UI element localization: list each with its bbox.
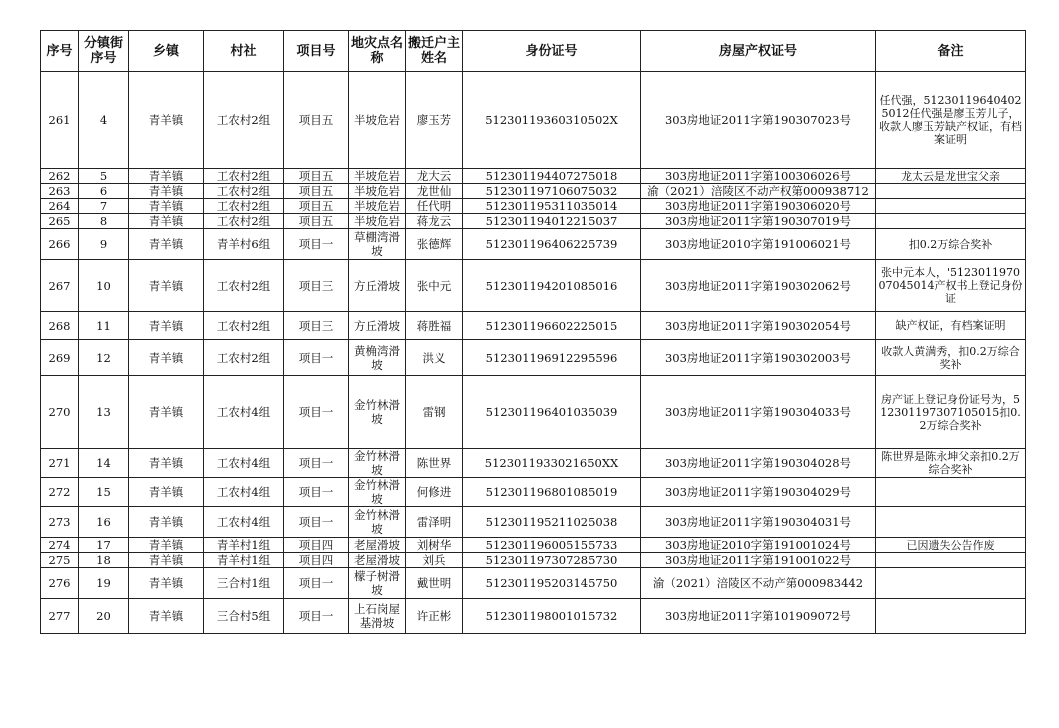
cell-seq: 274 (41, 538, 79, 553)
cell-seq: 265 (41, 214, 79, 229)
cell-owner: 雷泽明 (406, 507, 463, 538)
cell-id: 512301194407275018 (463, 169, 641, 184)
cell-village: 工农村2组 (204, 312, 284, 340)
cell-project: 项目三 (284, 312, 349, 340)
cell-town: 青羊镇 (129, 507, 204, 538)
cell-project: 项目一 (284, 340, 349, 376)
cell-project: 项目四 (284, 553, 349, 568)
cell-town: 青羊镇 (129, 184, 204, 199)
header-note: 备注 (876, 31, 1026, 72)
cell-note: 龙太云是龙世宝父亲 (876, 169, 1026, 184)
cell-site: 半坡危岩 (349, 184, 406, 199)
cell-project: 项目五 (284, 214, 349, 229)
cell-note (876, 507, 1026, 538)
cell-id: 512301195211025038 (463, 507, 641, 538)
cell-sub-seq: 19 (79, 568, 129, 599)
cell-village: 工农村4组 (204, 449, 284, 478)
cell-sub-seq: 4 (79, 72, 129, 169)
header-cert: 房屋产权证号 (641, 31, 876, 72)
cell-town: 青羊镇 (129, 478, 204, 507)
cell-owner: 龙大云 (406, 169, 463, 184)
cell-seq: 264 (41, 199, 79, 214)
cell-seq: 270 (41, 376, 79, 449)
cell-id: 51230119360310502X (463, 72, 641, 169)
cell-town: 青羊镇 (129, 553, 204, 568)
cell-id: 5123011933021650XX (463, 449, 641, 478)
cell-cert: 303房地证2011字第190304031号 (641, 507, 876, 538)
cell-site: 老屋滑坡 (349, 553, 406, 568)
cell-sub-seq: 11 (79, 312, 129, 340)
cell-cert: 303房地证2011字第190304033号 (641, 376, 876, 449)
table-row (41, 169, 1026, 184)
cell-note: 收款人黄满秀，扣0.2万综合奖补 (876, 340, 1026, 376)
table-row (41, 340, 1026, 376)
cell-site: 黄桷湾滑坡 (349, 340, 406, 376)
cell-owner: 龙世仙 (406, 184, 463, 199)
cell-town: 青羊镇 (129, 229, 204, 260)
cell-cert: 303房地证2011字第190307023号 (641, 72, 876, 169)
cell-sub-seq: 20 (79, 599, 129, 634)
cell-id: 512301196912295596 (463, 340, 641, 376)
cell-project: 项目五 (284, 184, 349, 199)
cell-note: 任代强，512301196404025012任代强是廖玉芳儿子，收款人廖玉芳缺产权证，有档案证明 (876, 72, 1026, 169)
cell-town: 青羊镇 (129, 214, 204, 229)
cell-project: 项目一 (284, 229, 349, 260)
cell-owner: 洪义 (406, 340, 463, 376)
cell-sub-seq: 13 (79, 376, 129, 449)
cell-id: 512301196602225015 (463, 312, 641, 340)
header-site: 地灾点名称 (349, 31, 406, 72)
header-seq: 序号 (41, 31, 79, 72)
cell-note (876, 184, 1026, 199)
cell-note: 扣0.2万综合奖补 (876, 229, 1026, 260)
cell-id: 512301195203145750 (463, 568, 641, 599)
cell-seq: 266 (41, 229, 79, 260)
cell-village: 工农村4组 (204, 376, 284, 449)
cell-note (876, 599, 1026, 634)
relocation-table (40, 30, 1026, 634)
cell-owner: 何修进 (406, 478, 463, 507)
table-row (41, 199, 1026, 214)
cell-cert: 渝（2021）涪陵区不动产权第000938712 (641, 184, 876, 199)
cell-sub-seq: 17 (79, 538, 129, 553)
cell-cert: 303房地证2011字第190304029号 (641, 478, 876, 507)
cell-town: 青羊镇 (129, 72, 204, 169)
cell-site: 半坡危岩 (349, 199, 406, 214)
cell-site: 金竹林滑坡 (349, 376, 406, 449)
header-owner: 搬迁户主姓名 (406, 31, 463, 72)
cell-seq: 263 (41, 184, 79, 199)
table-row (41, 507, 1026, 538)
cell-note (876, 214, 1026, 229)
cell-id: 512301196801085019 (463, 478, 641, 507)
cell-village: 青羊村6组 (204, 229, 284, 260)
cell-village: 三合村5组 (204, 599, 284, 634)
table-row (41, 449, 1026, 478)
cell-id: 512301194201085016 (463, 260, 641, 312)
table-row (41, 538, 1026, 553)
cell-cert: 303房地证2011字第190302062号 (641, 260, 876, 312)
cell-village: 工农村2组 (204, 340, 284, 376)
table-row (41, 568, 1026, 599)
table-row (41, 214, 1026, 229)
cell-sub-seq: 5 (79, 169, 129, 184)
cell-site: 檬子树滑坡 (349, 568, 406, 599)
header-town: 乡镇 (129, 31, 204, 72)
header-project: 项目号 (284, 31, 349, 72)
cell-seq: 277 (41, 599, 79, 634)
cell-sub-seq: 7 (79, 199, 129, 214)
cell-site: 半坡危岩 (349, 214, 406, 229)
table-row (41, 553, 1026, 568)
cell-project: 项目五 (284, 72, 349, 169)
cell-village: 工农村4组 (204, 507, 284, 538)
cell-cert: 303房地证2011字第190307019号 (641, 214, 876, 229)
cell-sub-seq: 8 (79, 214, 129, 229)
cell-owner: 雷钢 (406, 376, 463, 449)
cell-project: 项目一 (284, 599, 349, 634)
cell-id: 512301196005155733 (463, 538, 641, 553)
cell-town: 青羊镇 (129, 376, 204, 449)
cell-sub-seq: 6 (79, 184, 129, 199)
cell-cert: 303房地证2011字第191001022号 (641, 553, 876, 568)
cell-id: 512301197106075032 (463, 184, 641, 199)
record-sheet (40, 30, 1025, 634)
cell-village: 工农村2组 (204, 199, 284, 214)
cell-site: 半坡危岩 (349, 169, 406, 184)
cell-seq: 268 (41, 312, 79, 340)
cell-town: 青羊镇 (129, 169, 204, 184)
cell-village: 工农村2组 (204, 184, 284, 199)
cell-village: 三合村1组 (204, 568, 284, 599)
cell-project: 项目五 (284, 199, 349, 214)
cell-project: 项目一 (284, 568, 349, 599)
cell-town: 青羊镇 (129, 449, 204, 478)
cell-note: 房产证上登记身份证号为，512301197307105015扣0.2万综合奖补 (876, 376, 1026, 449)
header-id: 身份证号 (463, 31, 641, 72)
cell-village: 工农村4组 (204, 478, 284, 507)
cell-village: 工农村2组 (204, 169, 284, 184)
table-row (41, 599, 1026, 634)
cell-cert: 303房地证2011字第190304028号 (641, 449, 876, 478)
cell-owner: 张德辉 (406, 229, 463, 260)
cell-village: 工农村2组 (204, 72, 284, 169)
cell-town: 青羊镇 (129, 260, 204, 312)
cell-sub-seq: 15 (79, 478, 129, 507)
cell-project: 项目一 (284, 449, 349, 478)
cell-project: 项目一 (284, 376, 349, 449)
cell-cert: 渝（2021）涪陵区不动产第000983442 (641, 568, 876, 599)
cell-note (876, 553, 1026, 568)
cell-cert: 303房地证2011字第190302003号 (641, 340, 876, 376)
cell-seq: 261 (41, 72, 79, 169)
cell-site: 金竹林滑坡 (349, 449, 406, 478)
cell-cert: 303房地证2011字第101909072号 (641, 599, 876, 634)
cell-town: 青羊镇 (129, 312, 204, 340)
cell-site: 金竹林滑坡 (349, 478, 406, 507)
cell-town: 青羊镇 (129, 199, 204, 214)
cell-note: 陈世界是陈永坤父亲扣0.2万综合奖补 (876, 449, 1026, 478)
cell-project: 项目三 (284, 260, 349, 312)
cell-id: 512301196406225739 (463, 229, 641, 260)
cell-sub-seq: 16 (79, 507, 129, 538)
cell-sub-seq: 14 (79, 449, 129, 478)
header-row (41, 31, 1026, 72)
cell-note: 张中元本人，'512301197007045014产权书上登记身份证 (876, 260, 1026, 312)
cell-seq: 269 (41, 340, 79, 376)
cell-owner: 廖玉芳 (406, 72, 463, 169)
cell-seq: 273 (41, 507, 79, 538)
cell-village: 青羊村1组 (204, 553, 284, 568)
cell-project: 项目四 (284, 538, 349, 553)
cell-sub-seq: 9 (79, 229, 129, 260)
cell-project: 项目一 (284, 478, 349, 507)
cell-note (876, 478, 1026, 507)
cell-id: 512301194012215037 (463, 214, 641, 229)
cell-note (876, 199, 1026, 214)
table-row (41, 72, 1026, 169)
cell-site: 上石岗屋基滑坡 (349, 599, 406, 634)
cell-seq: 276 (41, 568, 79, 599)
cell-owner: 许正彬 (406, 599, 463, 634)
cell-owner: 任代明 (406, 199, 463, 214)
cell-owner: 蒋龙云 (406, 214, 463, 229)
cell-owner: 蒋胜福 (406, 312, 463, 340)
cell-site: 半坡危岩 (349, 72, 406, 169)
cell-sub-seq: 18 (79, 553, 129, 568)
cell-owner: 刘树华 (406, 538, 463, 553)
cell-cert: 303房地证2011字第190306020号 (641, 199, 876, 214)
table-row (41, 312, 1026, 340)
cell-site: 草棚湾滑坡 (349, 229, 406, 260)
cell-village: 工农村2组 (204, 260, 284, 312)
cell-site: 金竹林滑坡 (349, 507, 406, 538)
cell-seq: 272 (41, 478, 79, 507)
table-row (41, 478, 1026, 507)
table-row (41, 260, 1026, 312)
cell-seq: 262 (41, 169, 79, 184)
cell-site: 方丘滑坡 (349, 260, 406, 312)
cell-note: 缺产权证，有档案证明 (876, 312, 1026, 340)
cell-town: 青羊镇 (129, 340, 204, 376)
cell-note: 已因遗失公告作废 (876, 538, 1026, 553)
cell-id: 512301197307285730 (463, 553, 641, 568)
cell-owner: 陈世界 (406, 449, 463, 478)
cell-owner: 戴世明 (406, 568, 463, 599)
cell-cert: 303房地证2011字第100306026号 (641, 169, 876, 184)
cell-village: 工农村2组 (204, 214, 284, 229)
table-row (41, 376, 1026, 449)
cell-id: 512301196401035039 (463, 376, 641, 449)
table-row (41, 229, 1026, 260)
cell-town: 青羊镇 (129, 599, 204, 634)
cell-id: 512301195311035014 (463, 199, 641, 214)
cell-cert: 303房地证2010字第191001024号 (641, 538, 876, 553)
cell-id: 512301198001015732 (463, 599, 641, 634)
cell-note (876, 568, 1026, 599)
table-row (41, 184, 1026, 199)
cell-sub-seq: 10 (79, 260, 129, 312)
cell-owner: 张中元 (406, 260, 463, 312)
cell-site: 方丘滑坡 (349, 312, 406, 340)
cell-cert: 303房地证2010字第191006021号 (641, 229, 876, 260)
cell-seq: 275 (41, 553, 79, 568)
cell-village: 青羊村1组 (204, 538, 284, 553)
cell-owner: 刘兵 (406, 553, 463, 568)
cell-project: 项目一 (284, 507, 349, 538)
header-sub-seq: 分镇街序号 (79, 31, 129, 72)
cell-project: 项目五 (284, 169, 349, 184)
cell-sub-seq: 12 (79, 340, 129, 376)
cell-town: 青羊镇 (129, 568, 204, 599)
cell-seq: 267 (41, 260, 79, 312)
cell-site: 老屋滑坡 (349, 538, 406, 553)
cell-town: 青羊镇 (129, 538, 204, 553)
cell-cert: 303房地证2011字第190302054号 (641, 312, 876, 340)
header-village: 村社 (204, 31, 284, 72)
cell-seq: 271 (41, 449, 79, 478)
